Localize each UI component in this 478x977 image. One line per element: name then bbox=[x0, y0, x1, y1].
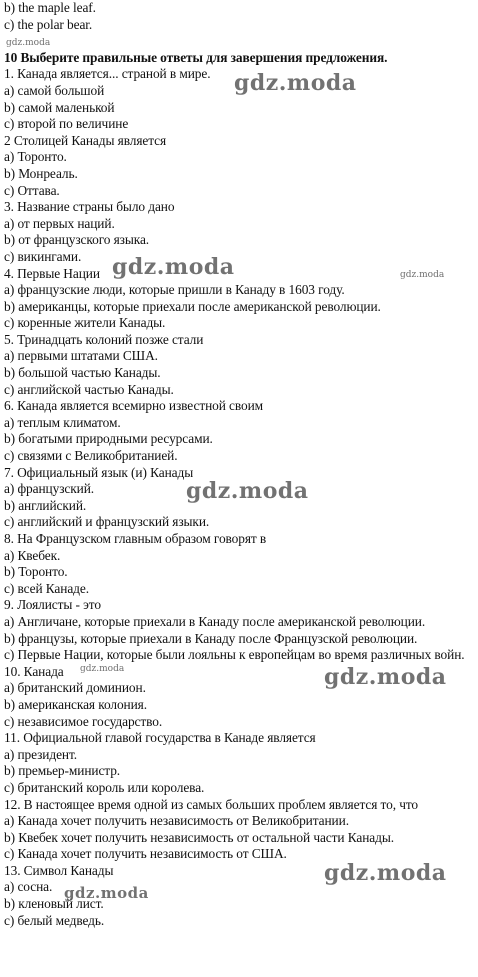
text-line: 2 Столицей Канады является bbox=[4, 132, 167, 148]
text-line: b) американская колония. bbox=[4, 696, 147, 712]
text-line: 4. Первые Нации bbox=[4, 265, 100, 281]
text-line: c) независимое государство. bbox=[4, 713, 163, 729]
text-line: a) Канада хочет получить независимость от Великобритании. bbox=[4, 813, 349, 829]
text-line: b) Монреаль. bbox=[4, 165, 78, 181]
text-line: a) президент. bbox=[4, 746, 77, 762]
text-line: c) английский и французский языки. bbox=[4, 514, 210, 530]
text-line: c) британский король или королева. bbox=[4, 779, 205, 795]
text-line: b) Торонто. bbox=[4, 564, 68, 580]
text-line: c) the polar bear. bbox=[4, 16, 93, 32]
text-line: a) сосна. bbox=[4, 879, 53, 895]
watermark: gdz.moda bbox=[6, 38, 51, 48]
text-line: c) английской частью Канады. bbox=[4, 381, 174, 397]
text-line: b) the maple leaf. bbox=[4, 0, 96, 15]
watermark: gdz.moda bbox=[234, 70, 357, 96]
text-line: 11. Официальной главой государства в Канаде является bbox=[4, 730, 316, 746]
text-line: a) Англичане, которые приехали в Канаду после американской революции. bbox=[4, 613, 426, 629]
text-line: b) Квебек хочет получить независимость от остальной части Канады. bbox=[4, 829, 394, 845]
watermark: gdz.moda bbox=[324, 860, 447, 886]
text-line: a) первыми штатами США. bbox=[4, 348, 158, 364]
watermark: gdz.moda bbox=[80, 664, 125, 674]
text-line: b) американцы, которые приехали после американской революции. bbox=[4, 298, 381, 314]
text-line: b) большой частью Канады. bbox=[4, 365, 161, 381]
text-line: a) французский. bbox=[4, 481, 95, 497]
text-line: a) самой большой bbox=[4, 82, 105, 98]
text-line: 13. Символ Канады bbox=[4, 862, 114, 878]
watermark: gdz.moda bbox=[64, 884, 149, 902]
watermark: gdz.moda bbox=[400, 270, 445, 280]
watermark: gdz.moda bbox=[112, 254, 235, 280]
text-line: 3. Название страны было дано bbox=[4, 199, 175, 215]
text-line: b) французы, которые приехали в Канаду после Французской революции. bbox=[4, 630, 418, 646]
text-line: a) от первых наций. bbox=[4, 215, 115, 231]
text-line: c) Канада хочет получить независимость от США. bbox=[4, 846, 287, 862]
text-line: c) второй по величине bbox=[4, 116, 129, 132]
text-line: c) Оттава. bbox=[4, 182, 60, 198]
text-line: c) всей Канаде. bbox=[4, 580, 89, 596]
text-line: b) кленовый лист. bbox=[4, 896, 104, 912]
text-line: a) Квебек. bbox=[4, 547, 61, 563]
text-line: a) Торонто. bbox=[4, 149, 67, 165]
text-line: 10. Канада bbox=[4, 663, 64, 679]
text-line bbox=[4, 33, 474, 50]
text-line: b) от французского языка. bbox=[4, 232, 150, 248]
text-line: 7. Официальный язык (и) Канады bbox=[4, 464, 194, 480]
text-line: a) французские люди, которые пришли в Канаду в 1603 году. bbox=[4, 282, 345, 298]
text-line: c) связями с Великобританией. bbox=[4, 448, 178, 464]
watermark: gdz.moda bbox=[324, 664, 447, 690]
text-line: 6. Канада является всемирно известной своим bbox=[4, 398, 264, 414]
text-line: c) Первые Нации, которые были лояльны к европейцам во время различных войн. bbox=[4, 647, 465, 663]
text-line: a) британский доминион. bbox=[4, 680, 146, 696]
text-line: c) коренные жители Канады. bbox=[4, 315, 166, 331]
text-line: b) самой маленькой bbox=[4, 99, 115, 115]
exercise-heading: 10 Выберите правильные ответы для завершения предложения. bbox=[4, 49, 388, 65]
text-line: 5. Тринадцать колоний позже стали bbox=[4, 331, 204, 347]
text-line: c) белый медведь. bbox=[4, 912, 105, 928]
text-line: 8. На Французском главным образом говорят в bbox=[4, 531, 267, 546]
text-line: 1. Канада является... страной в мире. bbox=[4, 66, 211, 82]
text-line: b) премьер-министр. bbox=[4, 763, 121, 779]
text-line: c) викингами. bbox=[4, 248, 82, 264]
text-line: b) богатыми природными ресурсами. bbox=[4, 431, 213, 447]
watermark: gdz.moda bbox=[186, 478, 309, 504]
text-line: b) английский. bbox=[4, 497, 87, 513]
text-line: 12. В настоящее время одной из самых больших проблем является то, что bbox=[4, 796, 418, 812]
text-line: a) теплым климатом. bbox=[4, 414, 121, 430]
text-line: 9. Лоялисты - это bbox=[4, 597, 101, 613]
document-page bbox=[4, 0, 474, 929]
